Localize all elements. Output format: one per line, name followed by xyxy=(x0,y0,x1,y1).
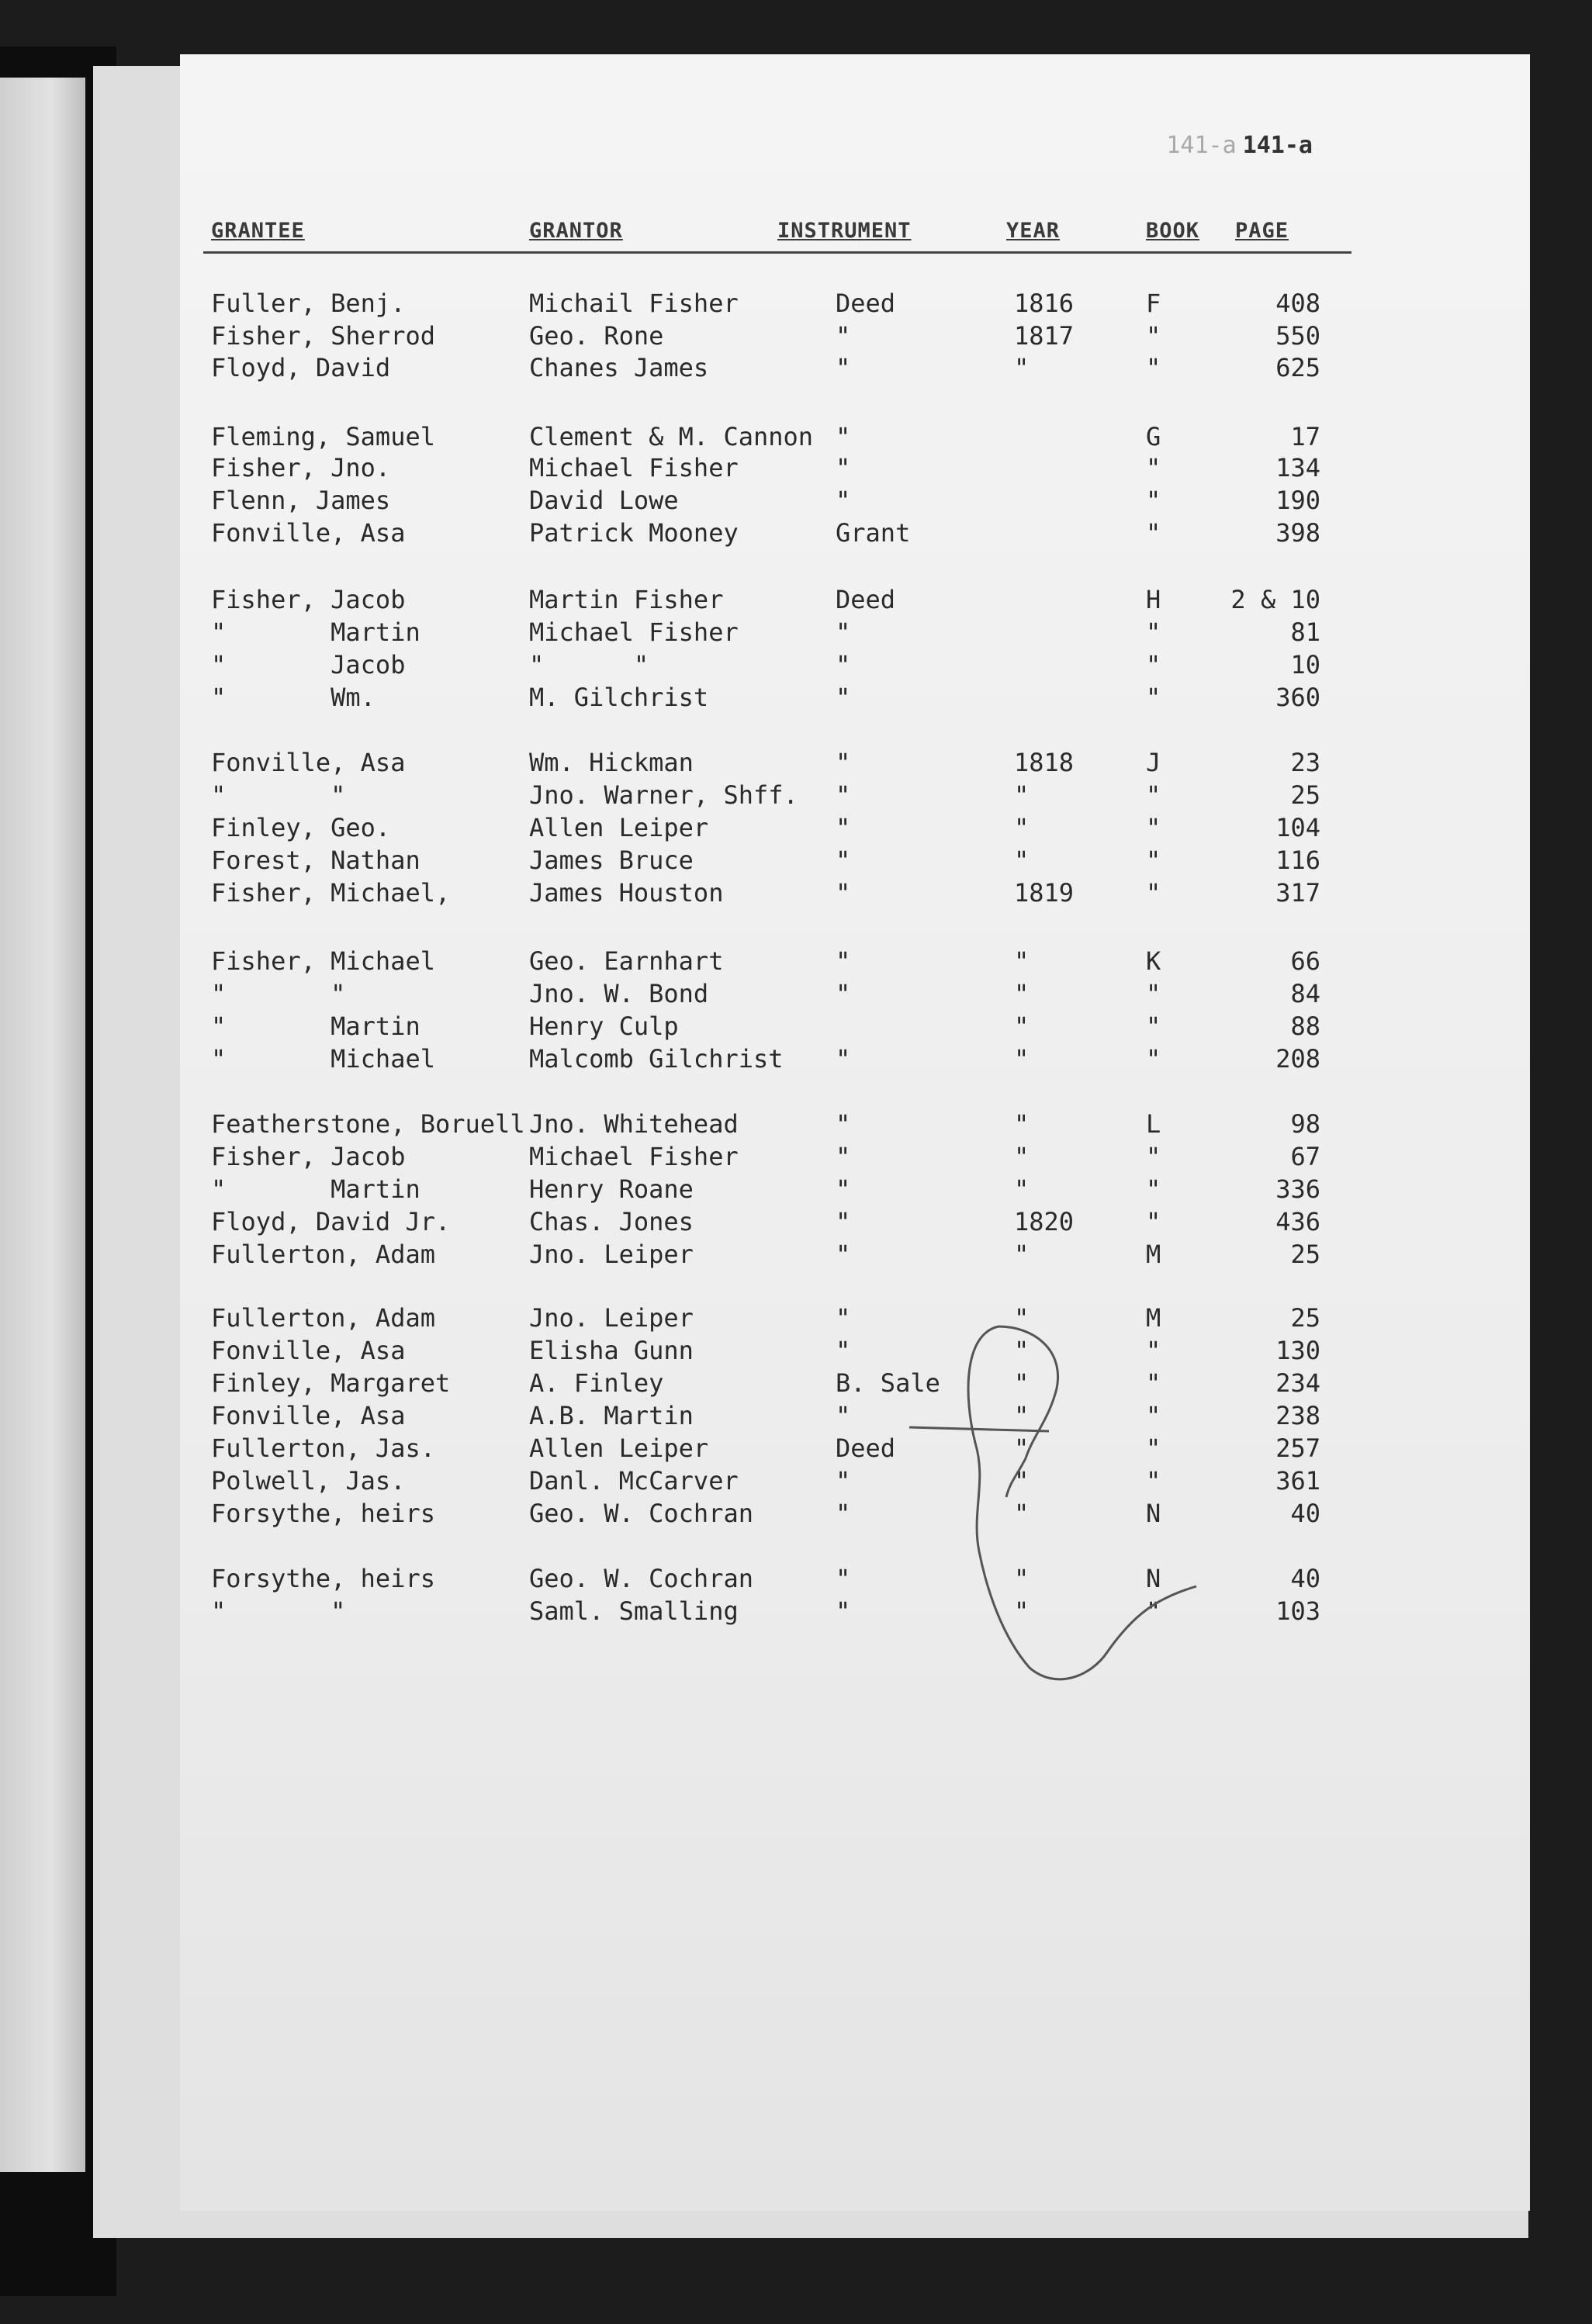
cell-grantee: " Michael xyxy=(211,1044,435,1074)
table-row xyxy=(180,1044,1530,1077)
table-row xyxy=(180,683,1530,715)
cell-year: " xyxy=(1014,1433,1030,1463)
cell-year: " xyxy=(1014,1109,1030,1139)
cell-grantee: Fonville, Asa xyxy=(211,1401,406,1430)
cell-year: " xyxy=(1014,1336,1030,1365)
cell-grantor: Allen Leiper xyxy=(529,813,709,842)
cell-grantor: Geo. W. Cochran xyxy=(529,1499,753,1528)
table-row xyxy=(180,1466,1530,1499)
cell-page: 25 xyxy=(1290,780,1320,810)
table-row xyxy=(180,946,1530,979)
cell-grantor: Martin Fisher xyxy=(529,585,724,614)
table-row xyxy=(180,780,1530,813)
cell-book: F xyxy=(1146,289,1161,318)
cell-grantee: Fonville, Asa xyxy=(211,1336,406,1365)
cell-page: 130 xyxy=(1275,1336,1320,1365)
table-row xyxy=(180,353,1530,386)
cell-year: " xyxy=(1014,1499,1030,1528)
cell-instrument: " xyxy=(836,650,851,680)
cell-year: " xyxy=(1014,780,1030,810)
table-row xyxy=(180,1336,1530,1368)
cell-instrument: " xyxy=(836,780,851,810)
cell-grantor: Jno. Leiper xyxy=(529,1303,694,1333)
cell-grantor: Elisha Gunn xyxy=(529,1336,694,1365)
table-row xyxy=(180,321,1530,354)
table-row xyxy=(180,1303,1530,1336)
cell-book: " xyxy=(1146,683,1161,712)
cell-year: 1819 xyxy=(1014,878,1075,908)
cell-page: 336 xyxy=(1275,1174,1320,1204)
cell-year: " xyxy=(1014,1564,1030,1593)
cell-instrument: " xyxy=(836,1109,851,1139)
cell-page: 40 xyxy=(1290,1499,1320,1528)
cell-page: 104 xyxy=(1275,813,1320,842)
cell-page: 40 xyxy=(1290,1564,1320,1593)
cell-instrument: " xyxy=(836,1303,851,1333)
cell-year: " xyxy=(1014,1142,1030,1171)
cell-book: " xyxy=(1146,846,1161,875)
cell-grantee: Forsythe, heirs xyxy=(211,1499,435,1528)
table-row xyxy=(180,453,1530,486)
cell-book: " xyxy=(1146,1401,1161,1430)
table-row xyxy=(180,1401,1530,1433)
cell-grantee: " " xyxy=(211,1596,346,1626)
table-row xyxy=(180,1174,1530,1207)
cell-book: " xyxy=(1146,1142,1161,1171)
cell-book: H xyxy=(1146,585,1161,614)
cell-grantor: Chas. Jones xyxy=(529,1207,694,1236)
cell-book: " xyxy=(1146,1207,1161,1236)
cell-grantor: Geo. W. Cochran xyxy=(529,1564,753,1593)
table-row xyxy=(180,1207,1530,1240)
table-row xyxy=(180,979,1530,1012)
cell-grantor: A. Finley xyxy=(529,1368,664,1398)
header-grantee: GRANTEE xyxy=(211,219,305,243)
cell-instrument: " xyxy=(836,748,851,777)
cell-grantee: Fisher, Jno. xyxy=(211,453,391,482)
cell-book: " xyxy=(1146,1596,1161,1626)
table-row xyxy=(180,1012,1530,1044)
cell-book: " xyxy=(1146,979,1161,1008)
cell-page: 98 xyxy=(1290,1109,1320,1139)
cell-instrument: " xyxy=(836,617,851,647)
cell-grantor: Michael Fisher xyxy=(529,1142,739,1171)
table-row xyxy=(180,1368,1530,1401)
cell-book: " xyxy=(1146,780,1161,810)
cell-grantor: " " xyxy=(529,650,649,680)
cell-instrument: " xyxy=(836,353,851,382)
cell-year: 1818 xyxy=(1014,748,1075,777)
cell-grantor: Wm. Hickman xyxy=(529,748,694,777)
cell-grantee: Fisher, Sherrod xyxy=(211,321,435,351)
cell-instrument: " xyxy=(836,486,851,515)
cell-page: 436 xyxy=(1275,1207,1320,1236)
cell-grantor: Chanes James xyxy=(529,353,709,382)
cell-page: 81 xyxy=(1290,617,1320,647)
cell-instrument: B. Sale xyxy=(836,1368,940,1398)
cell-book: L xyxy=(1146,1109,1161,1139)
cell-grantee: " Martin xyxy=(211,617,420,647)
header-instrument: INSTRUMENT xyxy=(777,219,912,243)
cell-year: 1817 xyxy=(1014,321,1075,351)
table-row xyxy=(180,1564,1530,1596)
cell-instrument: " xyxy=(836,1466,851,1496)
cell-grantee: Fleming, Samuel xyxy=(211,422,435,451)
cell-grantor: Patrick Mooney xyxy=(529,518,739,548)
cell-page: 190 xyxy=(1275,486,1320,515)
cell-year: " xyxy=(1014,353,1030,382)
cell-grantee: " Martin xyxy=(211,1012,420,1041)
cell-page: 208 xyxy=(1275,1044,1320,1074)
page-number xyxy=(1166,132,1313,159)
cell-page: 17 xyxy=(1290,422,1320,451)
table-row xyxy=(180,1109,1530,1142)
cell-grantee: Fonville, Asa xyxy=(211,748,406,777)
table-row xyxy=(180,289,1530,321)
cell-year: " xyxy=(1014,979,1030,1008)
cell-grantor: Danl. McCarver xyxy=(529,1466,739,1496)
cell-book: " xyxy=(1146,518,1161,548)
header-year: YEAR xyxy=(1006,219,1061,243)
cell-year: " xyxy=(1014,1368,1030,1398)
adjacent-page-strip xyxy=(0,78,85,2172)
cell-page: 625 xyxy=(1275,353,1320,382)
cell-grantee: " " xyxy=(211,780,346,810)
cell-grantee: Fisher, Jacob xyxy=(211,1142,406,1171)
table-row xyxy=(180,1433,1530,1466)
cell-book: M xyxy=(1146,1303,1161,1333)
cell-instrument: " xyxy=(836,1401,851,1430)
cell-page: 66 xyxy=(1290,946,1320,976)
cell-page: 84 xyxy=(1290,979,1320,1008)
header-rule xyxy=(203,251,1351,254)
table-row xyxy=(180,518,1530,551)
cell-grantor: Henry Roane xyxy=(529,1174,694,1204)
cell-book: " xyxy=(1146,321,1161,351)
header-page: PAGE xyxy=(1235,219,1289,243)
cell-instrument: " xyxy=(836,1044,851,1074)
cell-grantor: Jno. Leiper xyxy=(529,1240,694,1269)
cell-instrument: " xyxy=(836,1142,851,1171)
table-row xyxy=(180,650,1530,683)
cell-year: " xyxy=(1014,813,1030,842)
cell-grantor: M. Gilchrist xyxy=(529,683,709,712)
cell-page: 317 xyxy=(1275,878,1320,908)
cell-year: " xyxy=(1014,946,1030,976)
cell-instrument: " xyxy=(836,946,851,976)
cell-page: 234 xyxy=(1275,1368,1320,1398)
table-row xyxy=(180,585,1530,617)
cell-instrument: Deed xyxy=(836,1433,896,1463)
table-row xyxy=(180,813,1530,846)
cell-page: 10 xyxy=(1290,650,1320,680)
cell-grantor: Saml. Smalling xyxy=(529,1596,739,1626)
cell-grantor: James Bruce xyxy=(529,846,694,875)
table-row xyxy=(180,748,1530,780)
cell-book: G xyxy=(1146,422,1161,451)
cell-grantee: Fullerton, Adam xyxy=(211,1240,435,1269)
cell-instrument: Grant xyxy=(836,518,911,548)
table-row xyxy=(180,486,1530,518)
cell-page: 116 xyxy=(1275,846,1320,875)
page-number-faint: 141-a xyxy=(1166,132,1237,159)
cell-year: 1816 xyxy=(1014,289,1075,318)
cell-page: 103 xyxy=(1275,1596,1320,1626)
cell-page: 550 xyxy=(1275,321,1320,351)
cell-page: 67 xyxy=(1290,1142,1320,1171)
cell-instrument: " xyxy=(836,846,851,875)
cell-grantee: Floyd, David xyxy=(211,353,391,382)
cell-grantee: Finley, Margaret xyxy=(211,1368,451,1398)
table-row xyxy=(180,846,1530,878)
cell-instrument: " xyxy=(836,453,851,482)
cell-page: 408 xyxy=(1275,289,1320,318)
cell-page: 25 xyxy=(1290,1240,1320,1269)
cell-grantor: A.B. Martin xyxy=(529,1401,694,1430)
cell-grantee: Floyd, David Jr. xyxy=(211,1207,451,1236)
cell-grantee: Fisher, Michael, xyxy=(211,878,451,908)
cell-instrument: " xyxy=(836,422,851,451)
cell-grantee: Fisher, Jacob xyxy=(211,585,406,614)
cell-year: " xyxy=(1014,846,1030,875)
cell-page: 398 xyxy=(1275,518,1320,548)
table-row xyxy=(180,1596,1530,1629)
table-row xyxy=(180,878,1530,911)
cell-grantor: Malcomb Gilchrist xyxy=(529,1044,784,1074)
cell-year: 1820 xyxy=(1014,1207,1075,1236)
cell-instrument: " xyxy=(836,1596,851,1626)
cell-year: " xyxy=(1014,1596,1030,1626)
cell-page: 257 xyxy=(1275,1433,1320,1463)
cell-grantor: Geo. Rone xyxy=(529,321,664,351)
cell-book: N xyxy=(1146,1564,1161,1593)
cell-grantee: " Wm. xyxy=(211,683,376,712)
cell-year: " xyxy=(1014,1401,1030,1430)
cell-book: M xyxy=(1146,1240,1161,1269)
cell-grantor: Michael Fisher xyxy=(529,617,739,647)
cell-instrument: " xyxy=(836,979,851,1008)
cell-page: 360 xyxy=(1275,683,1320,712)
cell-grantor: Jno. Whitehead xyxy=(529,1109,739,1139)
cell-instrument: Deed xyxy=(836,289,896,318)
cell-instrument: " xyxy=(836,1240,851,1269)
cell-instrument: " xyxy=(836,683,851,712)
cell-year: " xyxy=(1014,1466,1030,1496)
cell-grantee: Forest, Nathan xyxy=(211,846,420,875)
cell-grantee: Fullerton, Jas. xyxy=(211,1433,435,1463)
cell-book: " xyxy=(1146,1466,1161,1496)
cell-book: " xyxy=(1146,1012,1161,1041)
cell-book: " xyxy=(1146,878,1161,908)
cell-grantee: " " xyxy=(211,979,346,1008)
cell-instrument: Deed xyxy=(836,585,896,614)
cell-grantor: Allen Leiper xyxy=(529,1433,709,1463)
cell-grantor: Geo. Earnhart xyxy=(529,946,724,976)
cell-book: " xyxy=(1146,617,1161,647)
cell-grantee: Featherstone, Boruell xyxy=(211,1109,525,1139)
cell-page: 134 xyxy=(1275,453,1320,482)
page-number-main: 141-a xyxy=(1242,132,1313,159)
cell-book: " xyxy=(1146,1174,1161,1204)
cell-page: 88 xyxy=(1290,1012,1320,1041)
cell-grantee: Forsythe, heirs xyxy=(211,1564,435,1593)
cell-instrument: " xyxy=(836,1499,851,1528)
cell-year: " xyxy=(1014,1044,1030,1074)
cell-grantor: Michael Fisher xyxy=(529,453,739,482)
cell-instrument: " xyxy=(836,1207,851,1236)
cell-book: " xyxy=(1146,1044,1161,1074)
cell-instrument: " xyxy=(836,813,851,842)
table-row xyxy=(180,617,1530,650)
cell-book: " xyxy=(1146,813,1161,842)
cell-grantor: Henry Culp xyxy=(529,1012,679,1041)
cell-grantee: Flenn, James xyxy=(211,486,391,515)
table-row xyxy=(180,1499,1530,1531)
cell-year: " xyxy=(1014,1012,1030,1041)
table-row xyxy=(180,422,1530,455)
cell-instrument: " xyxy=(836,1564,851,1593)
header-grantor: GRANTOR xyxy=(529,219,623,243)
cell-instrument: " xyxy=(836,1174,851,1204)
cell-year: " xyxy=(1014,1174,1030,1204)
cell-book: " xyxy=(1146,486,1161,515)
cell-grantee: Fullerton, Adam xyxy=(211,1303,435,1333)
cell-grantor: Jno. W. Bond xyxy=(529,979,709,1008)
cell-page: 23 xyxy=(1290,748,1320,777)
cell-grantee: " Jacob xyxy=(211,650,406,680)
header-book: BOOK xyxy=(1146,219,1200,243)
cell-book: " xyxy=(1146,1336,1161,1365)
cell-book: J xyxy=(1146,748,1161,777)
cell-instrument: " xyxy=(836,1336,851,1365)
cell-book: K xyxy=(1146,946,1161,976)
cell-book: " xyxy=(1146,353,1161,382)
cell-grantor: Michail Fisher xyxy=(529,289,739,318)
cell-page: 25 xyxy=(1290,1303,1320,1333)
cell-grantee: Finley, Geo. xyxy=(211,813,391,842)
cell-book: N xyxy=(1146,1499,1161,1528)
cell-grantee: " Martin xyxy=(211,1174,420,1204)
cell-instrument: " xyxy=(836,321,851,351)
cell-year: " xyxy=(1014,1303,1030,1333)
cell-grantor: James Houston xyxy=(529,878,724,908)
cell-page: 238 xyxy=(1275,1401,1320,1430)
cell-grantee: Polwell, Jas. xyxy=(211,1466,406,1496)
cell-grantee: Fonville, Asa xyxy=(211,518,406,548)
cell-page: 2 & 10 xyxy=(1230,585,1320,614)
table-row xyxy=(180,1240,1530,1272)
cell-book: " xyxy=(1146,1433,1161,1463)
cell-grantee: Fuller, Benj. xyxy=(211,289,406,318)
cell-book: " xyxy=(1146,453,1161,482)
cell-grantee: Fisher, Michael xyxy=(211,946,435,976)
cell-page: 361 xyxy=(1275,1466,1320,1496)
cell-book: " xyxy=(1146,650,1161,680)
table-row xyxy=(180,1142,1530,1174)
index-page xyxy=(180,54,1530,2211)
cell-year: " xyxy=(1014,1240,1030,1269)
cell-grantor: David Lowe xyxy=(529,486,679,515)
cell-grantor: Jno. Warner, Shff. xyxy=(529,780,798,810)
cell-instrument: " xyxy=(836,878,851,908)
cell-book: " xyxy=(1146,1368,1161,1398)
cell-grantor: Clement & M. Cannon xyxy=(529,422,814,451)
